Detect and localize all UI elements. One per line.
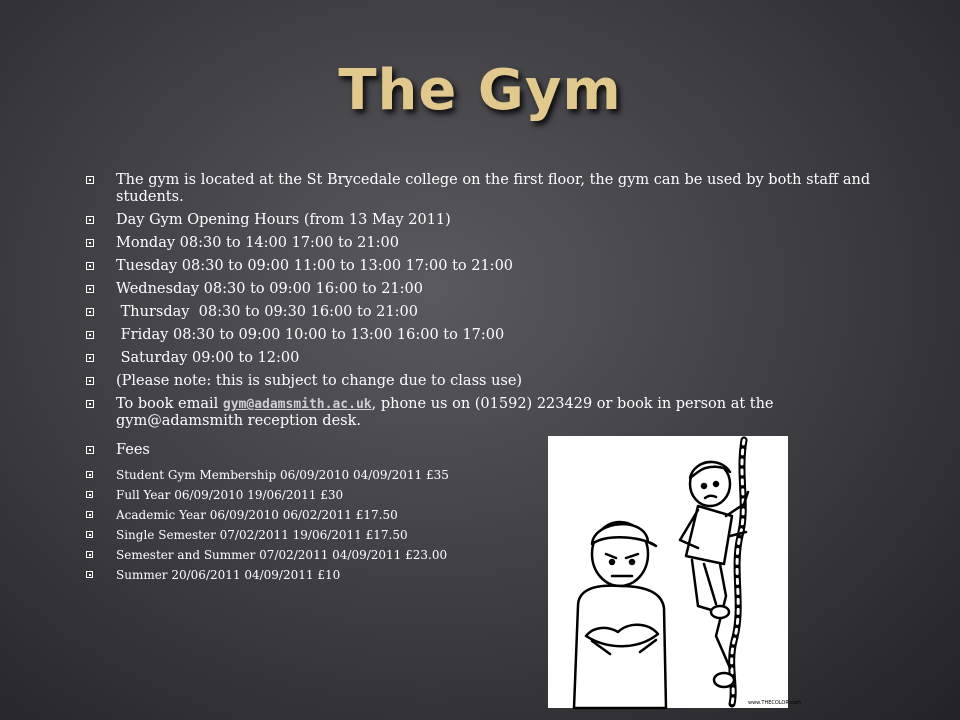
email-link[interactable]: gym@adamsmith.ac.uk xyxy=(222,397,372,412)
cartoon-drawing xyxy=(548,436,801,708)
square-bullet-icon xyxy=(86,239,94,247)
list-item: Saturday 09:00 to 12:00 xyxy=(84,350,884,367)
square-bullet-icon xyxy=(86,216,94,224)
list-item: Wednesday 08:30 to 09:00 16:00 to 21:00 xyxy=(84,281,884,298)
square-bullet-icon xyxy=(86,446,94,454)
list-item: The gym is located at the St Brycedale college on the first floor, the gym can be used by both staff and students. xyxy=(84,172,884,206)
list-item: Friday 08:30 to 09:00 10:00 to 13:00 16:00 to 17:00 xyxy=(84,327,884,344)
fee-item: Full Year 06/09/2010 19/06/2011 £30 xyxy=(84,488,536,503)
square-bullet-icon xyxy=(86,308,94,316)
square-bullet-icon xyxy=(86,511,93,518)
square-bullet-icon xyxy=(86,491,93,498)
gym-cartoon-image xyxy=(548,436,801,708)
list-item: Monday 08:30 to 14:00 17:00 to 21:00 xyxy=(84,235,884,252)
fees-heading: Fees xyxy=(84,442,884,459)
fee-item: Semester and Summer 07/02/2011 04/09/2011 £23.00 xyxy=(84,548,536,563)
square-bullet-icon xyxy=(86,331,94,339)
fee-item: Single Semester 07/02/2011 19/06/2011 £17.50 xyxy=(84,528,536,543)
square-bullet-icon xyxy=(86,354,94,362)
square-bullet-icon xyxy=(86,285,94,293)
square-bullet-icon xyxy=(86,400,94,408)
fee-item: Student Gym Membership 06/09/2010 04/09/2011 £35 xyxy=(84,468,536,483)
list-item: (Please note: this is subject to change due to class use) xyxy=(84,373,884,390)
list-item: Tuesday 08:30 to 09:00 11:00 to 13:00 17:00 to 21:00 xyxy=(84,258,884,275)
booking-item: To book email gym@adamsmith.ac.uk, phone us on (01592) 223429 or book in person at the gym@adamsmith reception desk. xyxy=(84,396,884,430)
fee-item: Summer 20/06/2011 04/09/2011 £10 xyxy=(84,568,536,583)
fee-item: Academic Year 06/09/2010 06/02/2011 £17.50 xyxy=(84,508,536,523)
square-bullet-icon xyxy=(86,571,93,578)
slide-title: The Gym xyxy=(338,58,622,123)
square-bullet-icon xyxy=(86,471,93,478)
square-bullet-icon xyxy=(86,377,94,385)
list-item: Thursday 08:30 to 09:30 16:00 to 21:00 xyxy=(84,304,884,321)
list-item: Day Gym Opening Hours (from 13 May 2011) xyxy=(84,212,884,229)
square-bullet-icon xyxy=(86,262,94,270)
watermark-text: www.THECOLOR.com xyxy=(748,700,801,706)
square-bullet-icon xyxy=(86,531,93,538)
square-bullet-icon xyxy=(86,551,93,558)
square-bullet-icon xyxy=(86,176,94,184)
